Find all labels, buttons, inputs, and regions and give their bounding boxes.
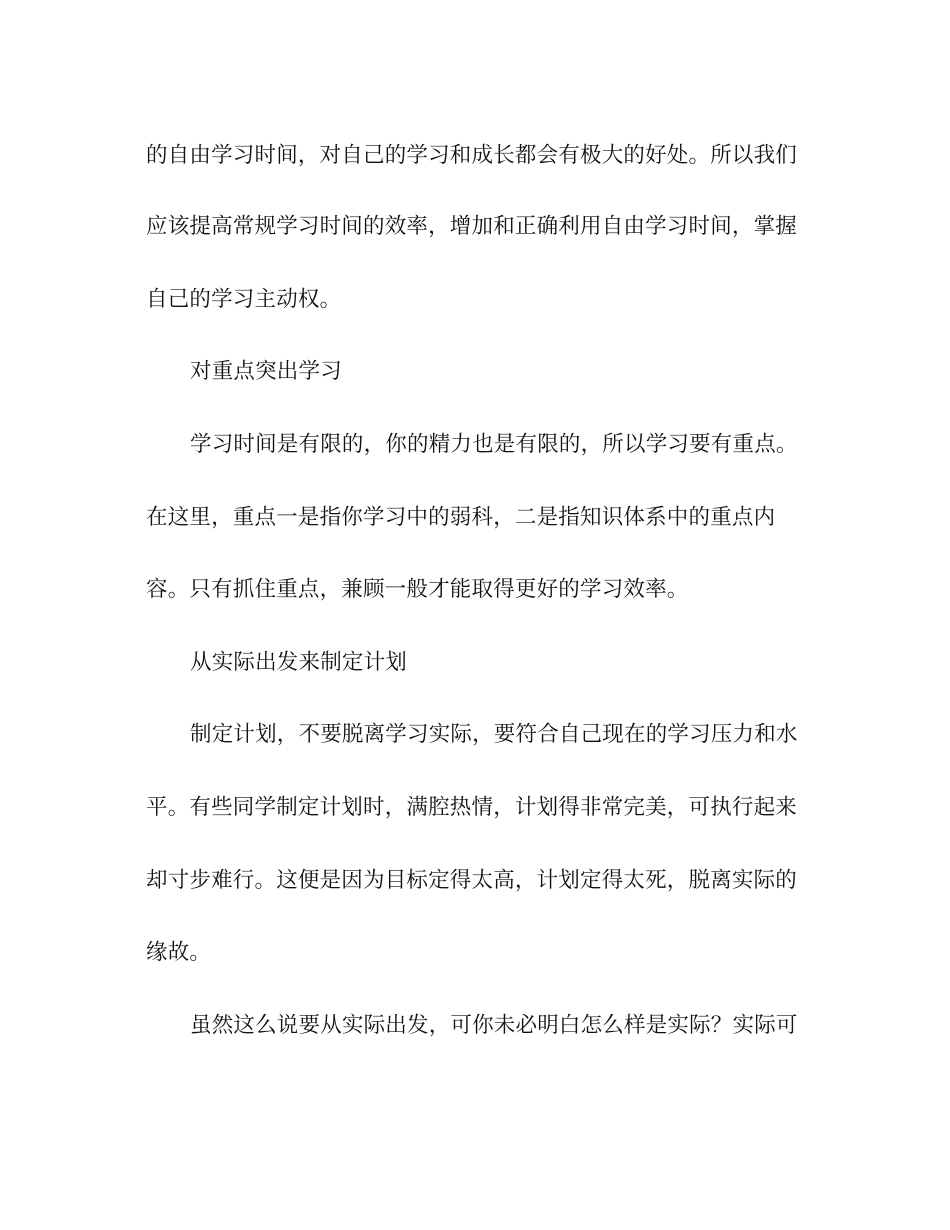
paragraph-line: 缘故。 <box>146 940 212 965</box>
section-heading: 从实际出发来制定计划 <box>190 650 408 675</box>
paragraph-line: 平。有些同学制定计划时，满腔热情，计划得非常完美，可执行起来 <box>146 795 798 820</box>
paragraph-line: 应该提高常规学习时间的效率，增加和正确利用自由学习时间，掌握 <box>146 214 798 239</box>
paragraph-line: 容。只有抓住重点，兼顾一般才能取得更好的学习效率。 <box>146 577 689 602</box>
paragraph-line: 学习时间是有限的，你的精力也是有限的，所以学习要有重点。 <box>190 432 798 457</box>
section-heading: 对重点突出学习 <box>190 359 342 384</box>
paragraph-line: 自己的学习主动权。 <box>146 287 342 312</box>
paragraph-line: 却寸步难行。这便是因为目标定得太高，计划定得太死，脱离实际的 <box>146 868 798 893</box>
paragraph-line: 在这里，重点一是指你学习中的弱科，二是指知识体系中的重点内 <box>146 505 776 530</box>
paragraph-line: 的自由学习时间，对自己的学习和成长都会有极大的好处。所以我们 <box>146 143 798 168</box>
paragraph-line: 虽然这么说要从实际出发，可你未必明白怎么样是实际？实际可 <box>190 1013 798 1038</box>
paragraph-line: 制定计划，不要脱离学习实际，要符合自己现在的学习压力和水 <box>190 722 798 747</box>
